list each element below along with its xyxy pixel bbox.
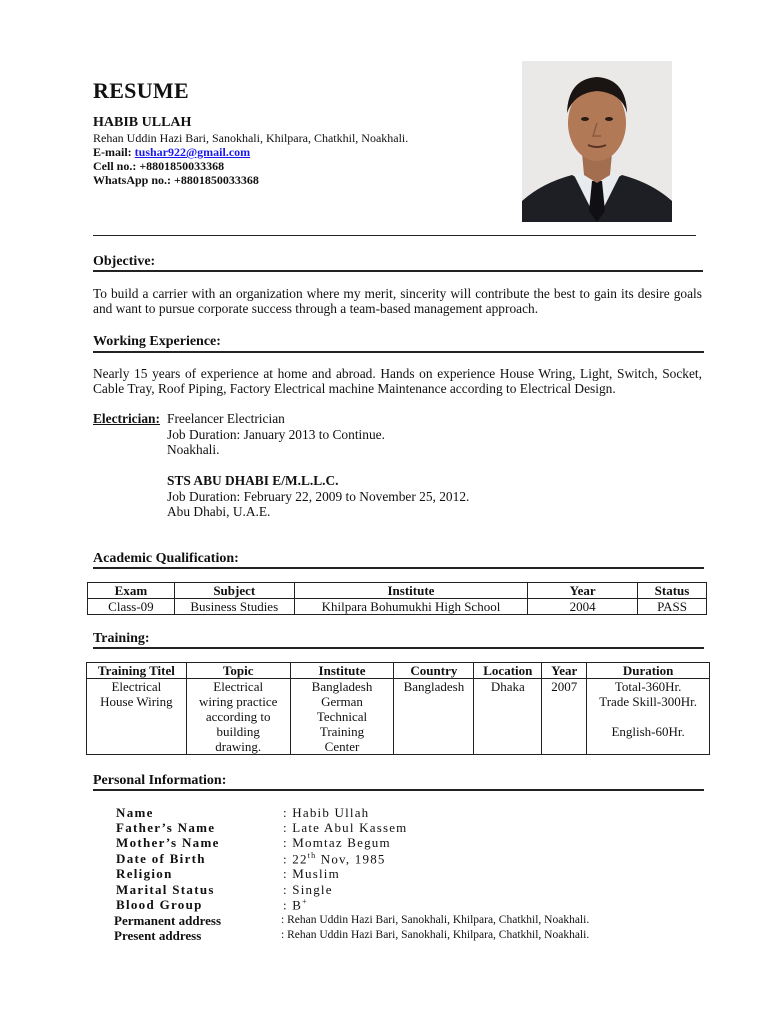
cell-subject: Business Studies [174, 599, 294, 615]
personal-rule [93, 789, 704, 791]
job-1-title: Freelancer Electrician [167, 411, 285, 426]
objective-heading: Objective: [93, 254, 156, 269]
cell-exam: Class-09 [88, 599, 175, 615]
text-line: English-60Hr. [611, 724, 685, 739]
col-country: Country [394, 663, 474, 679]
cell-year: 2004 [528, 599, 638, 615]
col-exam: Exam [88, 583, 175, 599]
email-label: E-mail: [93, 145, 132, 159]
academic-heading: Academic Qualification: [93, 551, 239, 566]
text-line: Center [324, 739, 360, 754]
cell-location: Dhaka [474, 679, 542, 755]
portrait-icon [522, 61, 672, 222]
text-line: according to [205, 709, 271, 724]
blood-rh: + [302, 897, 308, 906]
text-line: Training [319, 724, 365, 739]
table-row [87, 679, 710, 755]
col-subject: Subject [174, 583, 294, 599]
blood-value [283, 897, 308, 913]
col-year: Year [528, 583, 638, 599]
blood-type: : B [283, 897, 303, 913]
text-line: Electrical [213, 679, 264, 694]
dob-day: : 22 [283, 851, 308, 867]
text-line: German [321, 694, 363, 709]
col-training-institute: Institute [290, 663, 394, 679]
resume-title: RESUME [93, 78, 189, 103]
permanent-address-label: Permanent address [114, 913, 222, 928]
text-line: building [216, 724, 260, 739]
present-address-value: : Rehan Uddin Hazi Bari, Sanokhali, Khilpara, Chatkhil, Noakhali. [281, 929, 590, 941]
blank-line [589, 709, 707, 724]
cell-training-year: 2007 [542, 679, 587, 755]
blood-label: Blood Group [116, 897, 203, 912]
father-label: Father’s Name [116, 820, 216, 835]
col-status: Status [638, 583, 707, 599]
permanent-address-value: : Rehan Uddin Hazi Bari, Sanokhali, Khilpara, Chatkhil, Noakhali. [281, 914, 590, 926]
marital-label: Marital Status [116, 882, 215, 897]
job-2-title: STS ABU DHABI E/M.L.L.C. [167, 473, 339, 488]
dob-suffix: th [307, 851, 317, 860]
cell-number: Cell no.: +8801850033368 [93, 159, 225, 173]
col-location: Location [474, 663, 542, 679]
electrician-label: Electrician: [93, 411, 160, 426]
mother-label: Mother’s Name [116, 835, 220, 850]
cell-training-title [87, 679, 187, 755]
profile-photo [522, 61, 672, 222]
col-training-year: Year [542, 663, 587, 679]
father-value: : Late Abul Kassem [283, 820, 408, 835]
dob-value [283, 851, 386, 867]
col-topic: Topic [186, 663, 290, 679]
text-line: Electrical [111, 679, 162, 694]
dob-label: Date of Birth [116, 851, 206, 866]
job-1-location: Noakhali. [167, 442, 220, 457]
email-link[interactable]: tushar922@gmail.com [134, 145, 251, 159]
col-training-title: Training Titel [87, 663, 187, 679]
text-line: House Wiring [100, 694, 173, 709]
text-line: Trade Skill-300Hr. [599, 694, 697, 709]
religion-value: : Muslim [283, 866, 340, 881]
name-label: Name [116, 805, 154, 820]
candidate-address: Rehan Uddin Hazi Bari, Sanokhali, Khilpara, Chatkhil, Noakhali. [93, 131, 409, 145]
whatsapp-number: WhatsApp no.: +8801850033368 [93, 173, 259, 187]
header-divider [93, 235, 696, 236]
text-line: Bangladesh [311, 679, 373, 694]
cell-status: PASS [638, 599, 707, 615]
text-line: wiring practice [199, 694, 278, 709]
table-row [88, 599, 707, 615]
experience-heading: Working Experience: [93, 334, 221, 349]
cell-duration [587, 679, 710, 755]
job-1 [167, 411, 385, 458]
objective-rule [93, 270, 703, 272]
training-heading: Training: [93, 631, 150, 646]
marital-value: : Single [283, 882, 333, 897]
training-header-row [87, 663, 710, 679]
academic-header-row [88, 583, 707, 599]
email-line [93, 145, 250, 160]
job-2-location: Abu Dhabi, U.A.E. [167, 504, 271, 519]
religion-label: Religion [116, 866, 173, 881]
job-1-duration: Job Duration: January 2013 to Continue. [167, 426, 385, 442]
cell-country: Bangladesh [394, 679, 474, 755]
col-institute: Institute [294, 583, 528, 599]
text-line: drawing. [215, 739, 262, 754]
cell-institute: Khilpara Bohumukhi High School [294, 599, 528, 615]
mother-value: : Momtaz Begum [283, 835, 391, 850]
training-table [86, 662, 710, 755]
candidate-name: HABIB ULLAH [93, 115, 192, 130]
present-address-label: Present address [114, 928, 202, 943]
academic-table [87, 582, 707, 615]
cell-training-institute [290, 679, 394, 755]
cell-topic [186, 679, 290, 755]
objective-text: To build a carrier with an organization where my merit, sincerity will contribute the best to gain its desire goals and want to pursue corporate success through a team-based management approach. [93, 286, 702, 316]
name-value: : Habib Ullah [283, 805, 370, 820]
job-2 [167, 473, 469, 520]
experience-summary: Nearly 15 years of experience at home and abroad. Hands on experience House Wring, Light, Switch, Socket, Cable Tray, Roof Piping, Factory Electrical machine Maintenance according to Electrical Design. [93, 366, 702, 396]
experience-rule [93, 351, 704, 353]
personal-heading: Personal Information: [93, 773, 227, 788]
job-2-duration: Job Duration: February 22, 2009 to November 25, 2012. [167, 488, 470, 504]
text-line: Technical [316, 709, 368, 724]
training-rule [93, 647, 704, 649]
academic-rule [93, 567, 704, 569]
text-line: Total-360Hr. [614, 679, 682, 694]
dob-month-year: Nov, 1985 [316, 851, 386, 867]
col-duration: Duration [587, 663, 710, 679]
